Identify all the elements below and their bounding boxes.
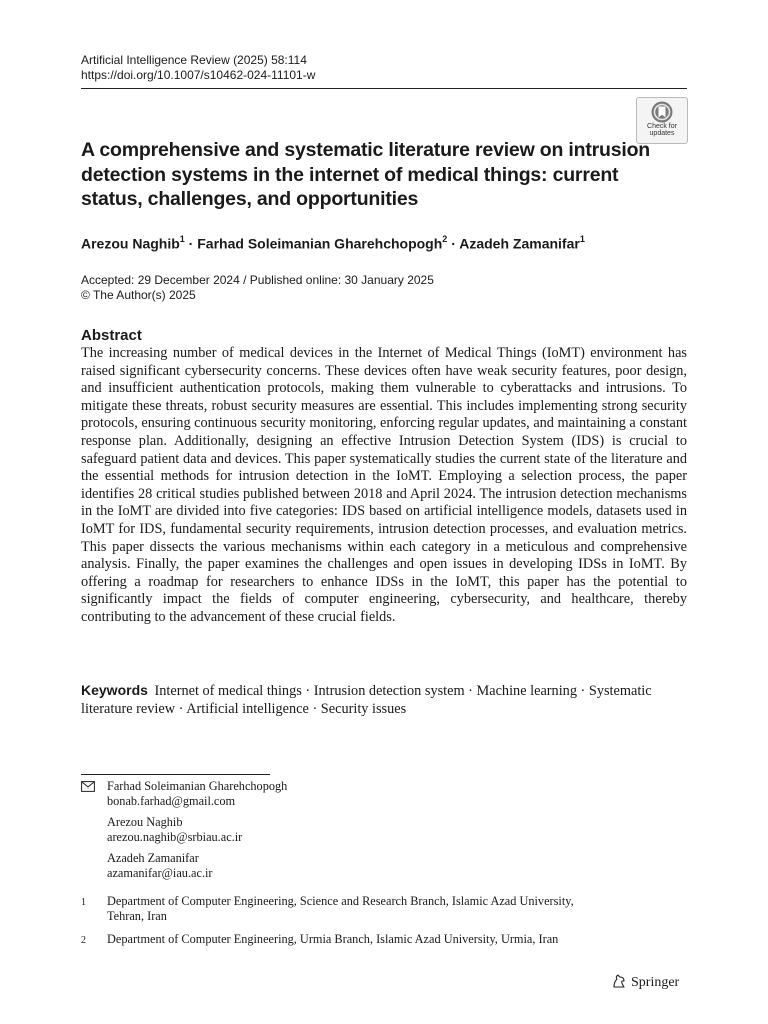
affiliation-line: Department of Computer Engineering, Urmia Branch, Islamic Azad University, Urmia, Iran bbox=[107, 932, 559, 946]
author-separator: · bbox=[184, 235, 198, 252]
keyword-item: Systematic literature review bbox=[81, 683, 652, 717]
keyword-separator: · bbox=[464, 683, 477, 699]
footnote-rule bbox=[81, 774, 270, 775]
affiliation-line: Tehran, Iran bbox=[107, 909, 167, 923]
contact-block bbox=[107, 851, 213, 881]
abstract-text: The increasing number of medical devices in the Internet of Medical Things (IoMT) environment has raised significant cybersecurity concerns. These devices often have weak security features, poor design, and insufficient authentication protocols, making them vulnerable to cyberattacks and intrusions. To mitigate these threats, robust security measures are essential. This includes implementing strong security protocols, ensuring continuous security monitoring, enforcing regular updates, and maintaining a constant response plan. Additionally, designing an effective Intrusion Detection System (IDS) is crucial to safeguard patient data and devices. This paper systematically studies the current state of the literature and the essential methods for intrusion detection in the IoMT. Employing a selection process, the paper identifies 28 critical studies published between 2018 and April 2024. The intrusion detection mechanisms in the IoMT are divided into five categories: IDS based on artificial intelligence models, datasets used in IoMT for IDS, fundamental security requirements, intrusion detection processes, and evaluation metrics. This paper dissects the various mechanisms within each category in a meticulous and comprehensive analysis. Finally, the paper examines the challenges and open issues in developing IDSs in IoMT. By offering a roadmap for researchers to enhance IDSs in the IoMT, this paper has the potential to significantly impact the fields of computer engineering, cybersecurity, and healthcare, thereby contributing to the advancement of these crucial fields. bbox=[81, 345, 687, 625]
journal-header bbox=[81, 53, 315, 83]
doi-link[interactable]: https://doi.org/10.1007/s10462-024-11101-w bbox=[81, 68, 316, 82]
publication-dates bbox=[81, 273, 434, 303]
keywords-heading: Keywords bbox=[81, 682, 148, 698]
keyword-separator: · bbox=[175, 701, 187, 717]
author-name[interactable]: Farhad Soleimanian Gharehchopogh bbox=[197, 235, 443, 252]
contact-name: Azadeh Zamanifar bbox=[107, 851, 199, 865]
accepted-published-line: Accepted: 29 December 2024 / Published online: 30 January 2025 bbox=[81, 273, 434, 287]
author-list bbox=[81, 231, 585, 253]
author-name[interactable]: Arezou Naghib bbox=[81, 235, 180, 252]
keyword-item: Security issues bbox=[320, 701, 407, 717]
paper-title: A comprehensive and systematic literature review on intrusion detection systems in the internet of medical things: current status, challenges, and opportunities bbox=[81, 139, 651, 210]
contact-email[interactable]: arezou.naghib@srbiau.ac.ir bbox=[107, 830, 243, 844]
contact-email[interactable]: bonab.farhad@gmail.com bbox=[107, 794, 236, 808]
affiliation-block bbox=[107, 932, 558, 947]
contact-email[interactable]: azamanifar@iau.ac.ir bbox=[107, 866, 213, 880]
check-for-updates-badge[interactable] bbox=[636, 97, 688, 144]
badge-line-2: updates bbox=[649, 130, 675, 137]
publisher-logo bbox=[611, 973, 679, 992]
badge-line-1: Check for bbox=[647, 123, 677, 130]
check-for-updates-icon bbox=[651, 101, 673, 123]
keyword-item: Machine learning bbox=[476, 683, 577, 699]
envelope-icon bbox=[81, 781, 95, 792]
header-rule bbox=[81, 88, 687, 89]
affiliation-block bbox=[107, 894, 574, 924]
contact-name: Farhad Soleimanian Gharehchopogh bbox=[107, 779, 288, 793]
author-affiliation-mark: 1 bbox=[579, 234, 585, 244]
contact-block bbox=[107, 779, 287, 809]
contact-block bbox=[107, 815, 242, 845]
abstract-heading: Abstract bbox=[81, 327, 142, 344]
keywords-list bbox=[81, 683, 652, 717]
keywords-section bbox=[81, 681, 687, 718]
author-affiliation-mark: 1 bbox=[179, 234, 185, 244]
author-affiliation-mark: 2 bbox=[442, 234, 448, 244]
copyright-line: © The Author(s) 2025 bbox=[81, 288, 196, 302]
journal-citation: Artificial Intelligence Review (2025) 58:114 bbox=[81, 53, 307, 67]
keyword-separator: · bbox=[308, 701, 321, 717]
keyword-separator: · bbox=[576, 683, 589, 699]
affiliation-number: 2 bbox=[81, 935, 86, 946]
keyword-item: Internet of medical things bbox=[154, 683, 302, 699]
contact-name: Arezou Naghib bbox=[107, 815, 183, 829]
keyword-separator: · bbox=[301, 683, 314, 699]
affiliation-number: 1 bbox=[81, 897, 86, 908]
springer-horse-icon bbox=[611, 973, 627, 989]
author-separator: · bbox=[447, 235, 460, 252]
keyword-item: Intrusion detection system bbox=[313, 683, 465, 699]
keyword-item: Artificial intelligence bbox=[186, 701, 309, 717]
publisher-name: Springer bbox=[631, 975, 680, 990]
affiliation-line: Department of Computer Engineering, Science and Research Branch, Islamic Azad University, bbox=[107, 894, 574, 908]
author-name[interactable]: Azadeh Zamanifar bbox=[459, 235, 580, 252]
